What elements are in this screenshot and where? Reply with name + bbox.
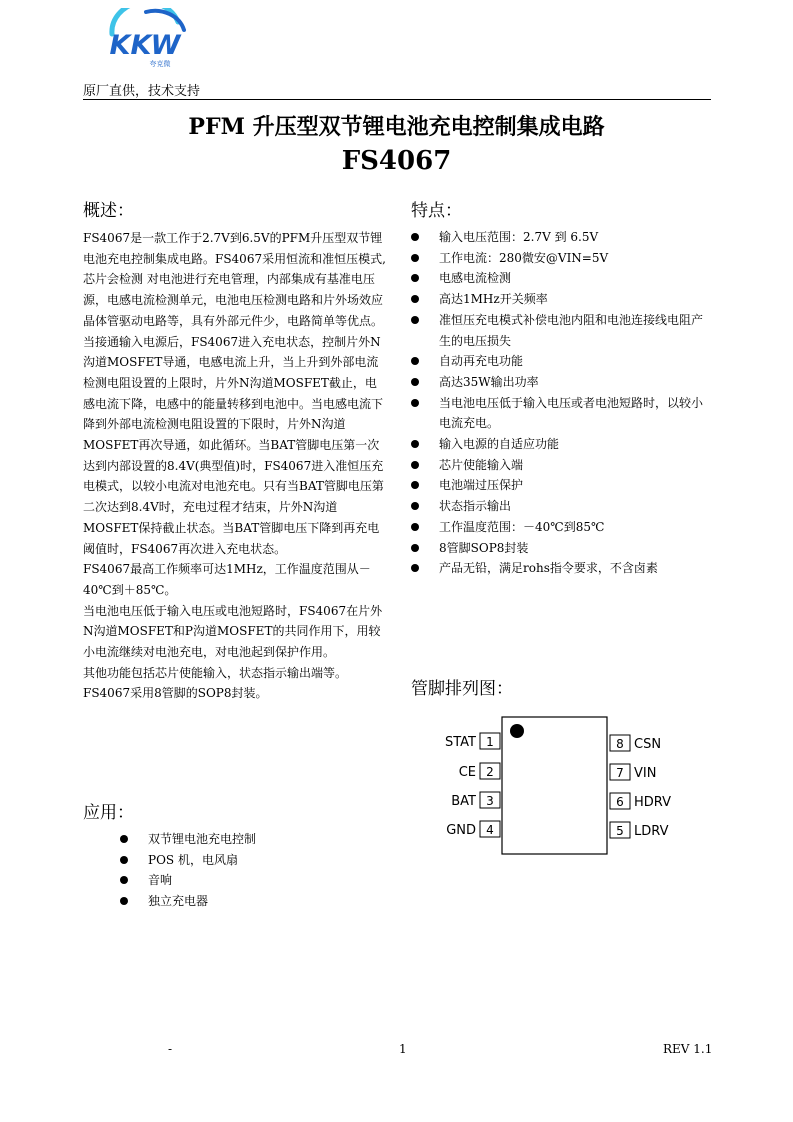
page-number: 1 xyxy=(399,1042,407,1056)
pin1-marker xyxy=(510,724,524,738)
pin-number: 1 xyxy=(486,735,494,749)
overview-paragraph: 当接通输入电源后，FS4067进入充电状态，控制片外N沟道MOSFET导通，电感电流上升，当上升到外部电流检测电阻设置的上限时，片外N沟道MOSFET截止，电感电流下降，电感中的能量转移到电池中。当电感电流下降到外部电流检测电阻设置的下限时，片外N沟道MOSFET再次导通，如此循环。当BAT管脚电压第一次达到内部设置的8.4V(典型值)时，FS4067进入准恒压充电模式，以较小电流对电池充电。只有当BAT管脚电压第二次达到8.4V时，充电过程才结束，片外N沟道MOSFET保持截止状态。当BAT管脚电压下降到再充电阈值时，FS4067再次进入充电状态。 xyxy=(83,334,384,556)
feature-item: 芯片使能输入端 xyxy=(411,455,711,476)
feature-item: 电感电流检测 xyxy=(411,268,711,289)
pin-name: BAT xyxy=(451,794,476,809)
bullet-icon xyxy=(411,440,419,448)
bullet-icon xyxy=(411,233,419,241)
pin-number: 5 xyxy=(616,824,624,838)
feature-item: 工作温度范围：－40℃到85℃ xyxy=(411,517,711,538)
overview-paragraph: FS4067是一款工作于2.7V到6.5V的PFM升压型双节锂电池充电控制集成电路。FS4067采用恒流和准恒压模式, 芯片会检测 对电池进行充电管理，内部集成有基准电压源，电感电流检测单元，电池电压检测电路和片外场效应晶体管驱动电路等，具有外部元件少，电路简单等优点。 xyxy=(83,231,386,328)
overview-paragraph: FS4067最高工作频率可达1MHz，工作温度范围从－40℃到＋85℃。 xyxy=(83,562,371,597)
bullet-icon xyxy=(120,876,128,884)
header-tagline: 原厂直供，技术支持 xyxy=(83,84,201,99)
pin-number: 8 xyxy=(616,737,624,751)
pin-number: 3 xyxy=(486,794,494,808)
bullet-icon xyxy=(120,856,128,864)
pin-number: 6 xyxy=(616,795,624,809)
pin-name: HDRV xyxy=(634,795,672,810)
feature-item: 当电池电压低于输入电压或者电池短路时，以较小电流充电。 xyxy=(411,393,711,434)
feature-item: 电池端过压保护 xyxy=(411,475,711,496)
features-list xyxy=(411,227,711,579)
application-item: 双节锂电池充电控制 xyxy=(120,829,380,850)
bullet-icon xyxy=(411,523,419,531)
applications-heading: 应用： xyxy=(83,803,134,823)
feature-item: 高达1MHz开关频率 xyxy=(411,289,711,310)
pin-name: VIN xyxy=(634,766,657,781)
overview-paragraph: 当电池电压低于输入电压或电池短路时，FS4067在片外N沟道MOSFET和P沟道MOSFET的共同作用下，用较小电流继续对电池充电，对电池起到保护作用。 xyxy=(83,603,383,660)
applications-list xyxy=(120,829,380,912)
pinout-heading: 管脚排列图： xyxy=(411,679,513,699)
svg-text:夸克微: 夸克微 xyxy=(149,60,171,68)
header-divider xyxy=(83,99,711,100)
bullet-icon xyxy=(411,502,419,510)
feature-item: 高达35W输出功率 xyxy=(411,372,711,393)
document-title: PFM 升压型双节锂电池充电控制集成电路 xyxy=(188,114,605,140)
feature-item: 产品无铅，满足rohs指令要求，不含卤素 xyxy=(411,558,711,579)
pinout-diagram xyxy=(430,712,680,862)
feature-item: 自动再充电功能 xyxy=(411,351,711,372)
bullet-icon xyxy=(120,897,128,905)
bullet-icon xyxy=(411,378,419,386)
bullet-icon xyxy=(411,544,419,552)
pin-number: 2 xyxy=(486,765,494,779)
bullet-icon xyxy=(411,254,419,262)
pin-number: 7 xyxy=(616,766,624,780)
application-item: POS 机，电风扇 xyxy=(120,850,380,871)
feature-item: 8管脚SOP8封装 xyxy=(411,538,711,559)
pin-name: CE xyxy=(458,765,476,780)
overview-paragraph: 其他功能包括芯片使能输入，状态指示输出端等。 xyxy=(83,665,348,680)
pin-name: GND xyxy=(446,823,476,838)
feature-item: 输入电压范围：2.7V 到 6.5V xyxy=(411,227,711,248)
footer-left-mark: - xyxy=(168,1042,173,1056)
pin-name: STAT xyxy=(444,735,476,750)
application-item: 独立充电器 xyxy=(120,891,380,912)
feature-item: 输入电源的自适应功能 xyxy=(411,434,711,455)
application-item: 音响 xyxy=(120,870,380,891)
pin-number: 4 xyxy=(486,823,494,837)
bullet-icon xyxy=(411,295,419,303)
company-logo xyxy=(100,8,190,70)
bullet-icon xyxy=(411,399,419,407)
pin-name: CSN xyxy=(634,737,662,752)
bullet-icon xyxy=(411,461,419,469)
feature-item: 状态指示输出 xyxy=(411,496,711,517)
overview-paragraph: FS4067采用8管脚的SOP8封装。 xyxy=(83,686,268,701)
bullet-icon xyxy=(411,357,419,365)
bullet-icon xyxy=(411,481,419,489)
revision-label: REV 1.1 xyxy=(663,1042,713,1056)
overview-heading: 概述： xyxy=(83,201,134,221)
bullet-icon xyxy=(120,835,128,843)
part-number: FS4067 xyxy=(341,146,452,176)
feature-item: 准恒压充电模式补偿电池内阻和电池连接线电阻产生的电压损失 xyxy=(411,310,711,351)
overview-text xyxy=(83,228,388,704)
features-heading: 特点： xyxy=(411,201,462,221)
feature-item: 工作电流：280微安@VIN=5V xyxy=(411,248,711,269)
bullet-icon xyxy=(411,316,419,324)
bullet-icon xyxy=(411,274,419,282)
svg-text:KKW: KKW xyxy=(109,30,181,61)
pin-name: LDRV xyxy=(634,824,669,839)
bullet-icon xyxy=(411,564,419,572)
